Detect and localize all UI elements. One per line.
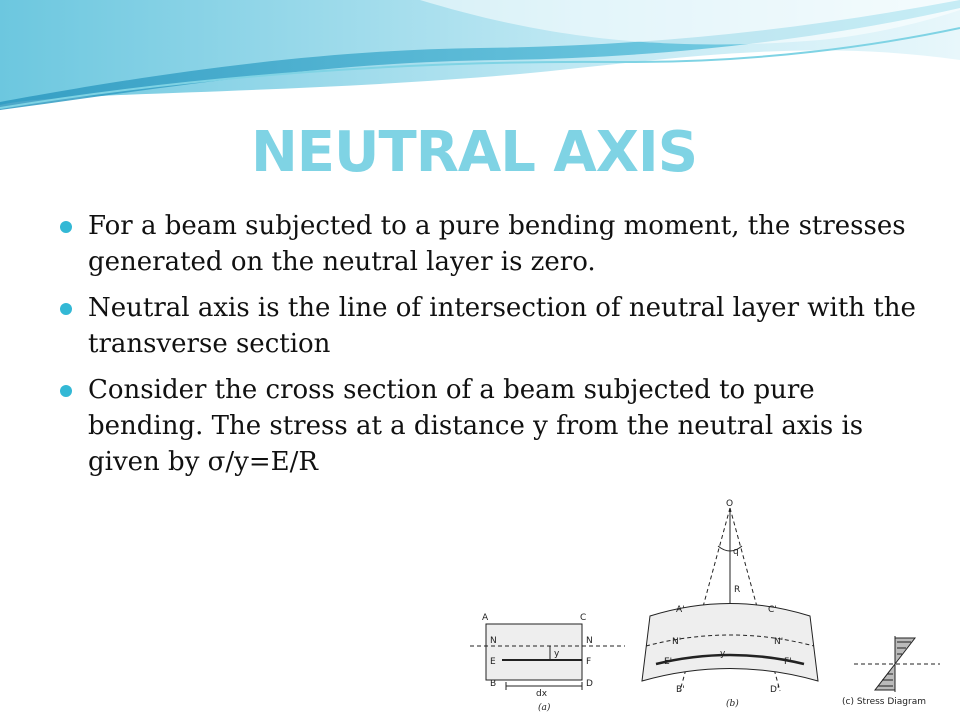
label-a-C: C	[580, 613, 587, 623]
label-b-B: B'	[676, 685, 685, 695]
bullet-dot-icon	[60, 385, 72, 397]
label-b-O: O	[726, 499, 734, 509]
label-a-N-right: N	[586, 636, 593, 646]
label-b-y: y	[720, 649, 726, 659]
label-a-D: D	[586, 679, 593, 689]
bullet-text: For a beam subjected to a pure bending moment, the stresses generated on the neutral layer is zero.	[88, 211, 906, 277]
label-b-N-left: N'	[672, 637, 682, 647]
bullet-item	[60, 208, 920, 280]
label-a-E: E	[490, 657, 496, 667]
label-b-D: D'	[770, 685, 780, 695]
bullet-dot-icon	[60, 303, 72, 315]
label-b-E: E'	[664, 657, 673, 667]
label-b-A: A'	[676, 605, 685, 615]
label-a-B: B	[490, 679, 497, 689]
label-b-N-right: N'	[774, 637, 784, 647]
label-a-y: y	[554, 649, 560, 659]
bullet-item	[60, 290, 920, 362]
caption-c: (c) Stress Diagram	[842, 697, 926, 707]
beam-bending-diagram	[450, 496, 960, 720]
diagram-c	[854, 636, 940, 692]
bullet-item	[60, 372, 920, 480]
label-a-dx: dx	[536, 689, 548, 699]
bullet-list	[60, 208, 920, 490]
label-b-F: F'	[784, 657, 792, 667]
header-wave-decoration	[0, 0, 960, 120]
slide-title: NEUTRAL AXIS	[250, 120, 698, 185]
caption-b: (b)	[726, 699, 739, 709]
beam-bending-figure	[450, 496, 960, 720]
caption-a: (a)	[538, 703, 551, 713]
label-a-F: F	[586, 657, 592, 667]
label-b-C: C'	[768, 605, 777, 615]
label-a-A: A	[482, 613, 489, 623]
label-a-N-left: N	[490, 636, 497, 646]
bullet-text: Consider the cross section of a beam subjected to pure bending. The stress at a distance y from the neutral axis is given by σ/y=E/R	[88, 375, 864, 477]
label-b-R: R	[734, 585, 741, 595]
bullet-text: Neutral axis is the line of intersection of neutral layer with the transverse section	[88, 293, 916, 359]
label-b-theta: q	[733, 547, 739, 557]
bullet-dot-icon	[60, 221, 72, 233]
